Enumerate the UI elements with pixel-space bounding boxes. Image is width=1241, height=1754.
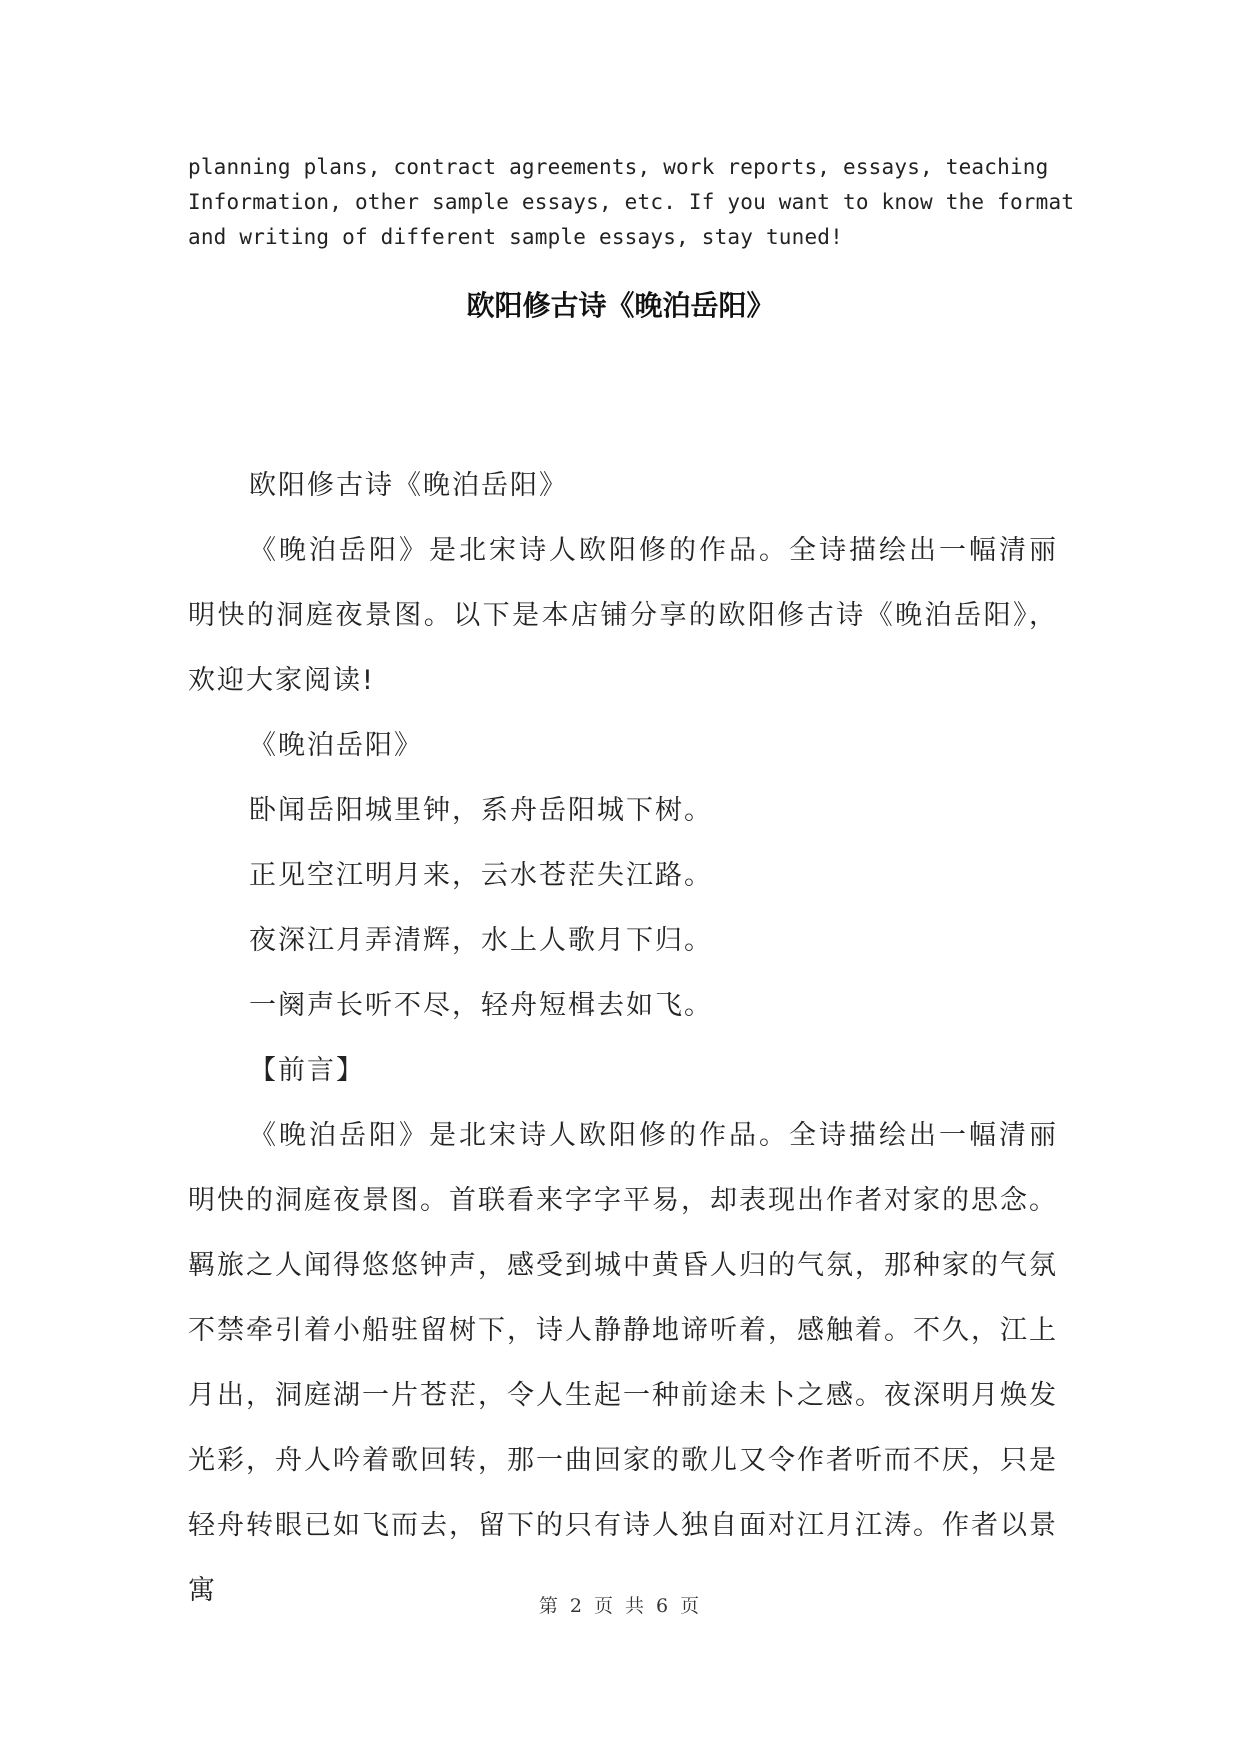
poem-line: 夜深江月弄清辉，水上人歌月下归。 — [249, 925, 713, 956]
poem-line: 卧闻岳阳城里钟，系舟岳阳城下树。 — [249, 795, 713, 826]
intro-line: and writing of different sample essays, stay tuned! — [188, 225, 843, 249]
paragraph-subtitle: 欧阳修古诗《晚泊岳阳》 — [249, 470, 568, 501]
section-heading-preface: 【前言】 — [249, 1055, 365, 1086]
intro-line: planning plans, contract agreements, work reports, essays, teaching — [188, 155, 1049, 179]
document-body — [188, 453, 1058, 1623]
intro-line: Information, other sample essays, etc. If you want to know the format — [188, 190, 1075, 214]
poem-line: 正见空江明月来，云水苍茫失江路。 — [249, 860, 713, 891]
paragraph-introduction: 《晚泊岳阳》是北宋诗人欧阳修的作品。全诗描绘出一幅清丽明快的洞庭夜景图。以下是本店铺分享的欧阳修古诗《晚泊岳阳》，欢迎大家阅读! — [188, 535, 1058, 696]
poem-title: 《晚泊岳阳》 — [249, 730, 423, 761]
intro-text — [188, 150, 1075, 255]
paragraph-preface: 《晚泊岳阳》是北宋诗人欧阳修的作品。全诗描绘出一幅清丽明快的洞庭夜景图。首联看来字字平易，却表现出作者对家的思念。羁旅之人闻得悠悠钟声，感受到城中黄昏人归的气氛，那种家的气氛不禁牵引着小船驻留树下，诗人静静地谛听着，感触着。不久，江上月出，洞庭湖一片苍茫，令人生起一种前途未卜之感。夜深明月焕发光彩，舟人吟着歌回转，那一曲回家的歌儿又令作者听而不厌，只是轻舟转眼已如飞而去，留下的只有诗人独自面对江月江涛。作者以景寓 — [188, 1120, 1058, 1606]
poem-line: 一阕声长听不尽，轻舟短楫去如飞。 — [249, 990, 713, 1021]
page-number-footer: 第 2 页 共 6 页 — [538, 1595, 703, 1617]
document-title: 欧阳修古诗《晚泊岳阳》 — [466, 289, 775, 322]
